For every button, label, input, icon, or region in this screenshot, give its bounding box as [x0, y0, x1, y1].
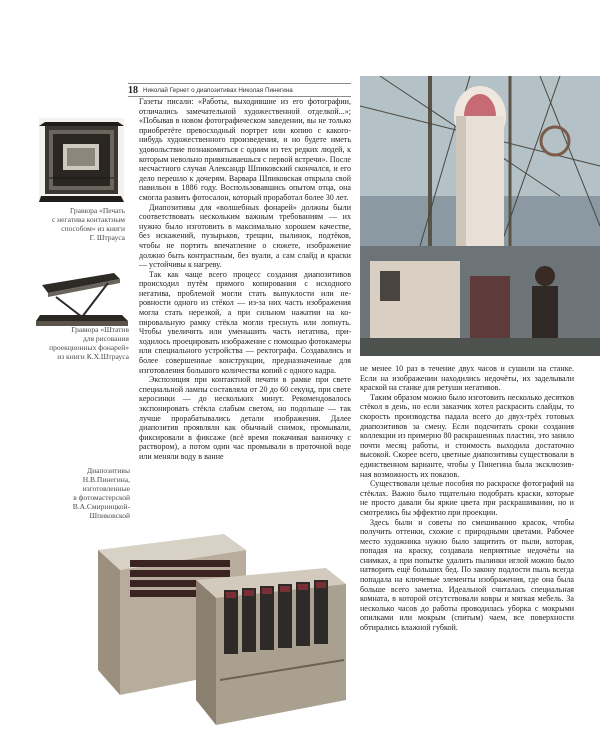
caption-engraving-easel [36, 325, 129, 361]
caption-slides-photo [40, 466, 130, 520]
engraving-contact-print [39, 118, 124, 202]
running-title: Николай Гернет о диапозитивах Николая Пинегина [143, 86, 293, 94]
paragraph: Здесь были и советы по смешиванию красок, чтобы получить оттенки, схожие с природными цветами. Рабочее место художника нужно было защитить от пыли, которая, попадая на краску, создавала неприятные недочёты на снимках, а при попытке удалить пылинки иглой можно было натворить ещё больших бед. По закону подлости пыль всегда попадала на ключевые элементы изображения, где она была больше всего заметна. Идеальной считалась специальная комната, в которой отсутствовали ковры и мягкая мебель. За несколько часов до работы проводилась уборка с мокрыми опилками или мокрым (спитым) чаем, все поверхности обтирались влажной губкой. [360, 517, 574, 633]
text-column-1 [139, 97, 351, 521]
paragraph: не менее 10 раз в течение двух часов и сушили на станке. Если на изображении находились недочёты, их заделывали краской на станке для ретуши негативов. [360, 364, 574, 393]
ship-deck-photo [360, 76, 600, 356]
paragraph: Существовали целые пособия по раскраске фотографий на стёклах. Важно было тщательно подобрать краски, которые не просто давали бы яркие цвета при раскрашивании, но и смотрелись бы эффектно при проекции. [360, 479, 574, 517]
page-number: 18 [128, 84, 138, 96]
caption-engraving-print-text: Гравюра «Печать с негатива контактным способом» из книги Г. Штрауса [51, 206, 125, 242]
running-header [128, 83, 351, 97]
slide-boxes-photo [96, 520, 348, 728]
text-column-2 [360, 364, 574, 740]
paragraph: Таким образом можно было изготовить несколько десятков стёкол в день, но если заказчик хотел раскрасить слайды, то скорость производства падала всего до двух-трёх готовых диапозитивов за смену. Если подсчитать сроки создания коллекции из примерно 80 раскрашенных пластин, это заняло почти месяц работы, и стоимость выходила достаточно высокой. Скорее всего, цветные диапозитивы существовали в единственном варианте, чтобы у Пинегина была эксклюзивная возможность их показов. [360, 392, 574, 479]
caption-engraving-print [40, 206, 125, 242]
caption-engraving-easel-text: Гравюра «Штатив для рисования проекционных фонарей» из книги К.Х.Штрауса [49, 325, 129, 361]
caption-slides-photo-text: Диапозитивы Н.В.Пинегина, изготовленные в фотомастерской В.А.Смирницкой- Шпиковской [72, 466, 130, 520]
paragraph: Диапозитивы для «волшебных фонарей» должны были соответствовать нескольким важным требованиям — их нужно было изготовить в максимально хорошем качестве, без искажений, пузырьков, трещин, пылинок, подтёков, чтобы не портить впечатление о сюжете, изображение должно быть контрастным, без вуали, а сам слайд и краски — устойчивы к нагреву. [139, 202, 351, 270]
paragraph: Экспозиция при контактной печати в рамке при свете специальной лампы составляла от 20 до 60 секунд, при свете керосинки — до нескольких минут. Рекомендовалось экспонировать стёкла слабым светом, но подольше — так лучше прорабатывались детали изображения. Далее диапозитив проявляли как обычный снимок, промывали, фиксировали в фиксаже (всё время покачивая ванночку с раствором), а потом один час промывали в проточной воде или меняли воду в ванне [139, 375, 351, 461]
paragraph: Так как чаще всего процесс создания диапозитивов происходил путём прямого копирования с исходного негатива, проблемой могли стать выпуклости или неровности одного из стёкол — из-за них часть изображения могла стать нерезкой, а при сильном нажатии на копировальную рамку стёкла могли треснуть или лопнуть. Чтобы увеличить или уменьшить часть негатива, приходилось проецировать изображение с помощью фотокамеры или специального устройства — ректографа. Создавались и более совершенные конструкции, предназначенные для изготовления большого количества копий с одного кадра. [139, 269, 351, 375]
engraving-easel [36, 267, 129, 327]
paragraph: Газеты писали: «Работы, выходившие из его фотографии, отличались замечательной художественной отделкой...»; «Побывав в новом фотографическом заведении, вы не только приобретёте превосходный портрет или копию с какого-нибудь художественного произведения, и но будете иметь удовольствие познакомиться с одним из тех редких людей, к которым невольно привязываешься с первой встречи». После несчастного случая Александр Шпиковский скончался, и его дело перешло к дочерям. Варвара Шпиковская открыла свой павильон в 1886 году. Воспользовавшись опытом отца, она смогла развить фотосалон, который проработал более 30 лет. [139, 97, 351, 202]
